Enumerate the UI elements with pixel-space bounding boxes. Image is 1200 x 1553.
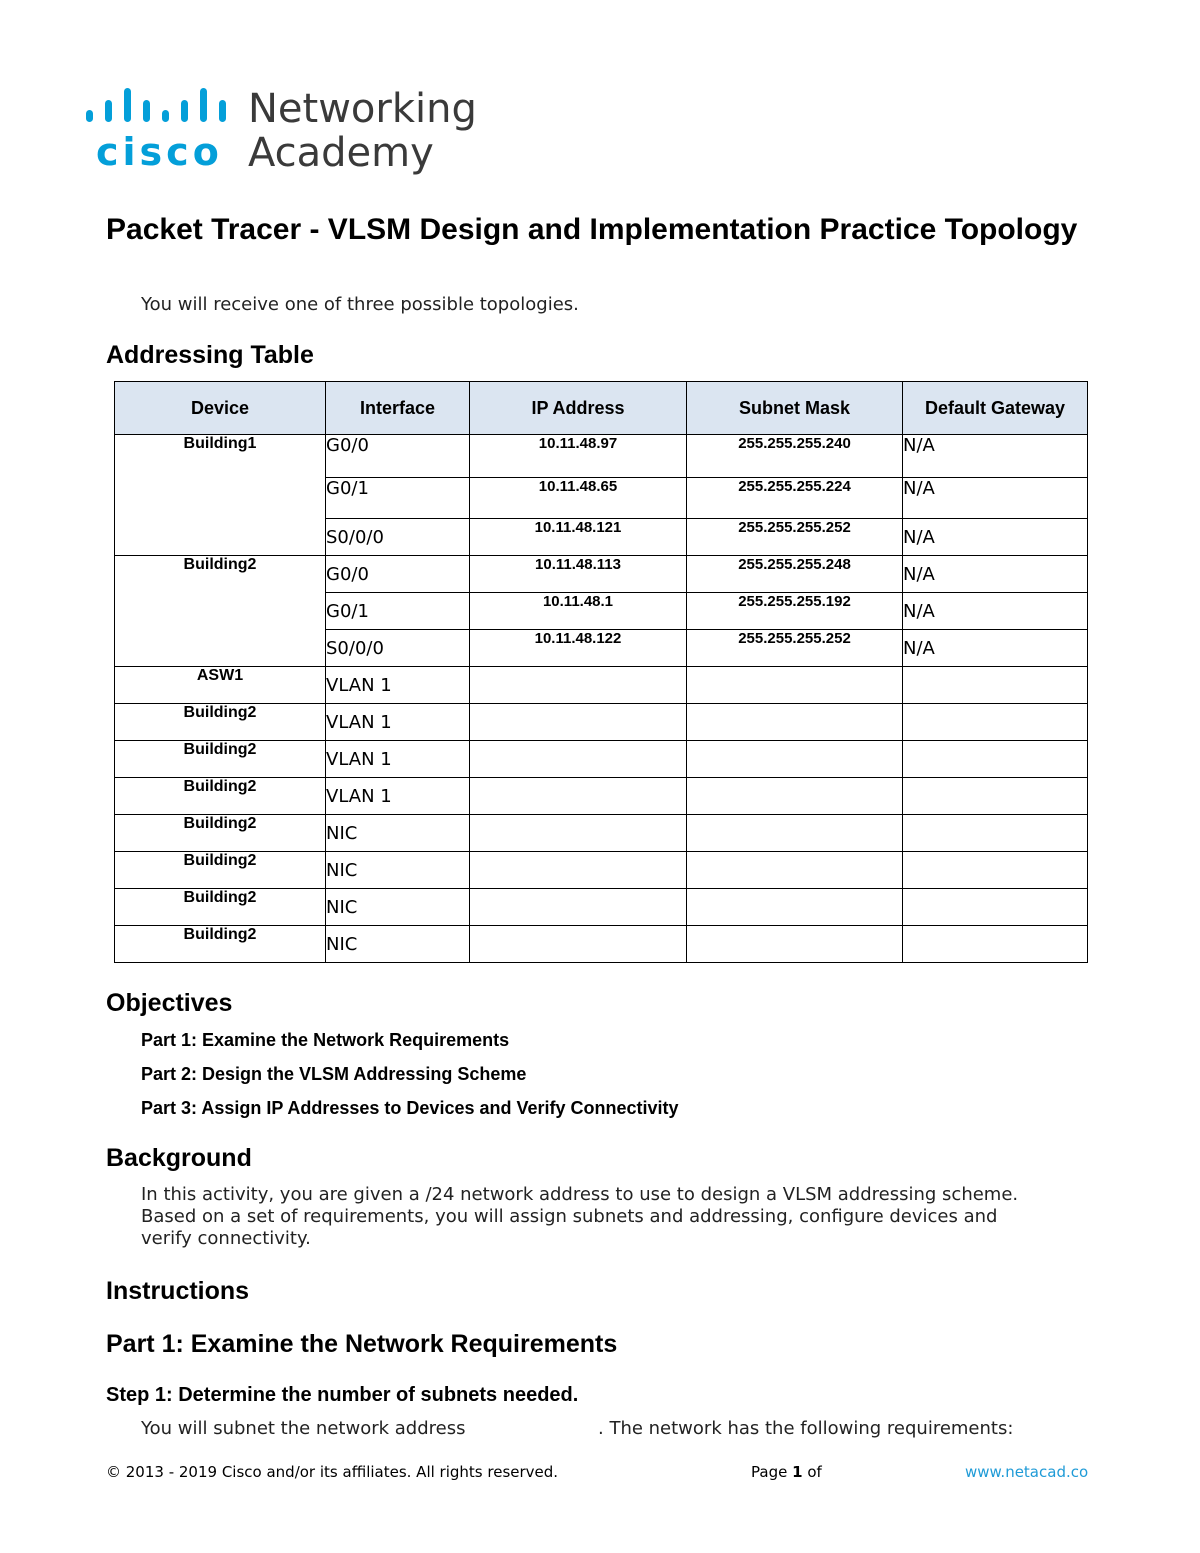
device-cell: Building2 — [115, 852, 326, 889]
interface-cell: S0/0/0 — [326, 630, 470, 667]
page-label: Page — [751, 1463, 788, 1481]
device-cell: ASW1 — [115, 667, 326, 704]
gateway-cell: N/A — [903, 556, 1088, 593]
part1-heading: Part 1: Examine the Network Requirements — [106, 1330, 618, 1358]
background-line-2: Based on a set of requirements, you will assign subnets and addressing, configure devices and — [141, 1206, 998, 1227]
cisco-wordmark: cisco — [96, 130, 223, 174]
table-row — [115, 778, 1088, 815]
gateway-cell[interactable] — [903, 667, 1088, 704]
mask-cell: 255.255.255.248 — [687, 556, 903, 593]
gateway-cell: N/A — [903, 478, 1088, 519]
gateway-cell: N/A — [903, 435, 1088, 478]
gateway-cell[interactable] — [903, 852, 1088, 889]
background-heading: Background — [106, 1144, 252, 1172]
ip-cell[interactable] — [470, 741, 687, 778]
interface-cell: NIC — [326, 815, 470, 852]
mask-cell[interactable] — [687, 667, 903, 704]
ip-cell: 10.11.48.122 — [470, 630, 687, 667]
mask-cell: 255.255.255.192 — [687, 593, 903, 630]
gateway-cell[interactable] — [903, 815, 1088, 852]
gateway-cell[interactable] — [903, 926, 1088, 963]
interface-cell: G0/0 — [326, 556, 470, 593]
addressing-table — [114, 381, 1088, 963]
device-cell: Building2 — [115, 889, 326, 926]
table-row — [115, 667, 1088, 704]
mask-cell[interactable] — [687, 741, 903, 778]
footer-copyright: © 2013 - 2019 Cisco and/or its affiliates. All rights reserved. — [106, 1463, 559, 1481]
ip-cell[interactable] — [470, 815, 687, 852]
gateway-cell: N/A — [903, 519, 1088, 556]
background-line-3: verify connectivity. — [141, 1228, 311, 1249]
mask-cell[interactable] — [687, 704, 903, 741]
gateway-cell: N/A — [903, 630, 1088, 667]
device-cell: Building2 — [115, 815, 326, 852]
objective-part-3: Part 3: Assign IP Addresses to Devices and Verify Connectivity — [141, 1098, 679, 1118]
cisco-logo-bars-icon — [86, 88, 236, 128]
interface-cell: NIC — [326, 852, 470, 889]
mask-cell[interactable] — [687, 815, 903, 852]
interface-cell: G0/1 — [326, 478, 470, 519]
objective-part-2: Part 2: Design the VLSM Addressing Scheme — [141, 1064, 527, 1084]
device-cell: Building2 — [115, 926, 326, 963]
interface-cell: NIC — [326, 889, 470, 926]
mask-cell: 255.255.255.252 — [687, 519, 903, 556]
table-row — [115, 815, 1088, 852]
interface-cell: NIC — [326, 926, 470, 963]
ip-cell[interactable] — [470, 926, 687, 963]
table-row — [115, 704, 1088, 741]
mask-cell: 255.255.255.252 — [687, 630, 903, 667]
footer-page — [751, 1462, 822, 1482]
page-of: of — [807, 1463, 822, 1481]
step1-text-a: You will subnet the network address — [141, 1418, 466, 1439]
ip-cell[interactable] — [470, 852, 687, 889]
page-number: 1 — [792, 1463, 803, 1481]
logo-networking: Networking — [248, 86, 477, 132]
device-cell: Building1 — [115, 435, 326, 556]
mask-cell[interactable] — [687, 852, 903, 889]
ip-cell: 10.11.48.97 — [470, 435, 687, 478]
interface-cell: S0/0/0 — [326, 519, 470, 556]
ip-cell: 10.11.48.1 — [470, 593, 687, 630]
table-row — [115, 741, 1088, 778]
col-header: IP Address — [470, 382, 687, 435]
ip-cell[interactable] — [470, 778, 687, 815]
table-row — [115, 926, 1088, 963]
gateway-cell[interactable] — [903, 741, 1088, 778]
col-header: Device — [115, 382, 326, 435]
background-line-1: In this activity, you are given a /24 network address to use to design a VLSM addressing scheme. — [141, 1184, 1019, 1205]
interface-cell: VLAN 1 — [326, 704, 470, 741]
gateway-cell[interactable] — [903, 704, 1088, 741]
col-header: Interface — [326, 382, 470, 435]
mask-cell[interactable] — [687, 889, 903, 926]
gateway-cell[interactable] — [903, 889, 1088, 926]
gateway-cell[interactable] — [903, 778, 1088, 815]
col-header: Subnet Mask — [687, 382, 903, 435]
mask-cell[interactable] — [687, 926, 903, 963]
table-row — [115, 852, 1088, 889]
topology-note: You will receive one of three possible topologies. — [141, 294, 579, 315]
col-header: Default Gateway — [903, 382, 1088, 435]
addressing-heading: Addressing Table — [106, 341, 314, 369]
interface-cell: G0/0 — [326, 435, 470, 478]
table-row — [115, 435, 1088, 478]
device-cell: Building2 — [115, 556, 326, 667]
table-row — [115, 556, 1088, 593]
ip-cell: 10.11.48.113 — [470, 556, 687, 593]
interface-cell: VLAN 1 — [326, 667, 470, 704]
objectives-heading: Objectives — [106, 989, 233, 1017]
device-cell: Building2 — [115, 704, 326, 741]
instructions-heading: Instructions — [106, 1277, 250, 1305]
ip-cell[interactable] — [470, 667, 687, 704]
table-header-row — [115, 382, 1088, 435]
table-row — [115, 889, 1088, 926]
ip-cell: 10.11.48.65 — [470, 478, 687, 519]
objective-part-1: Part 1: Examine the Network Requirements — [141, 1030, 510, 1050]
ip-cell[interactable] — [470, 704, 687, 741]
document-title: Packet Tracer - VLSM Design and Implementation Practice Topology — [106, 213, 1078, 246]
gateway-cell: N/A — [903, 593, 1088, 630]
device-cell: Building2 — [115, 778, 326, 815]
logo-academy: Academy — [248, 130, 434, 176]
footer-website-link[interactable]: www.netacad.co — [965, 1463, 1089, 1481]
ip-cell: 10.11.48.121 — [470, 519, 687, 556]
mask-cell[interactable] — [687, 778, 903, 815]
device-cell: Building2 — [115, 741, 326, 778]
interface-cell: VLAN 1 — [326, 741, 470, 778]
mask-cell: 255.255.255.224 — [687, 478, 903, 519]
step1-text-b: . The network has the following requirements: — [598, 1418, 1014, 1439]
step1-heading: Step 1: Determine the number of subnets needed. — [106, 1384, 579, 1406]
interface-cell: G0/1 — [326, 593, 470, 630]
mask-cell: 255.255.255.240 — [687, 435, 903, 478]
interface-cell: VLAN 1 — [326, 778, 470, 815]
ip-cell[interactable] — [470, 889, 687, 926]
